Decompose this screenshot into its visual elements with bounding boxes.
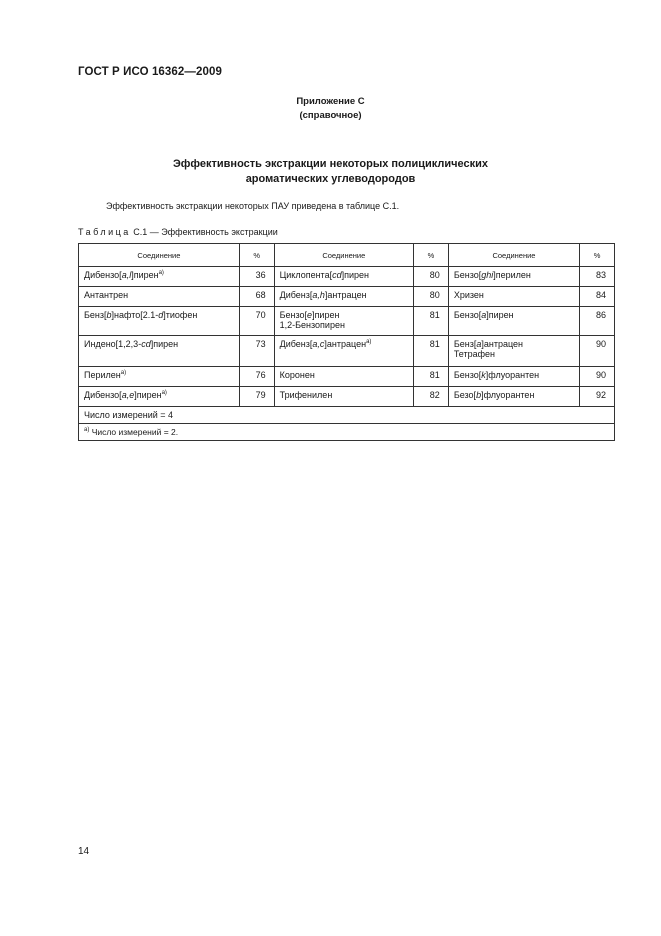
intro-paragraph: Эффективность экстракции некоторых ПАУ приведена в таблице С.1. bbox=[106, 201, 400, 211]
compound-cell bbox=[79, 336, 240, 367]
compound-name-part: ]пирен bbox=[312, 310, 340, 320]
efficiency-percent: 80 bbox=[413, 267, 448, 287]
compound-name-italic: a bbox=[481, 310, 487, 320]
column-header: Соединение bbox=[79, 244, 240, 267]
efficiency-percent: 82 bbox=[413, 387, 448, 407]
compound-cell bbox=[448, 336, 579, 367]
compound-name-part: Коронен bbox=[279, 370, 315, 380]
table-footnote bbox=[79, 424, 615, 441]
compound-cell bbox=[79, 267, 240, 287]
compound-name-part: ]антрацен bbox=[324, 290, 367, 300]
compound-name-part: Трифенилен bbox=[279, 390, 333, 400]
column-header: % bbox=[239, 244, 274, 267]
section-heading-line-2: ароматических углеводородов bbox=[245, 173, 416, 185]
page-number: 14 bbox=[78, 846, 90, 857]
compound-cell bbox=[448, 367, 579, 387]
compound-name-part: Безо[ bbox=[453, 390, 477, 400]
compound-name-part: ]антрацен bbox=[481, 339, 523, 349]
footnote-marker: а) bbox=[366, 339, 372, 345]
compound-name-italic: a,e bbox=[121, 390, 135, 400]
compound-name-part: Дибенз[ bbox=[279, 339, 313, 349]
compound-name-part: Бенз[ bbox=[84, 310, 107, 320]
table-caption-prefix: Таблица bbox=[78, 227, 131, 237]
document-id: ГОСТ Р ИСО 16362—2009 bbox=[78, 66, 223, 78]
compound-name-italic: a,h bbox=[312, 290, 325, 300]
compound-cell bbox=[274, 287, 413, 307]
compound-name-part: ]флуорантен bbox=[481, 390, 535, 400]
compound-name-part: Дибензо[ bbox=[84, 390, 122, 400]
compound-name-part: Бензо[ bbox=[279, 310, 308, 320]
appendix-subtitle: (справочное) bbox=[299, 110, 362, 121]
efficiency-percent: 79 bbox=[239, 387, 274, 407]
table-caption bbox=[78, 227, 278, 237]
compound-cell bbox=[274, 336, 413, 367]
efficiency-percent: 90 bbox=[580, 336, 615, 367]
table-row bbox=[79, 267, 615, 287]
efficiency-percent: 84 bbox=[580, 287, 615, 307]
compound-name-part: Индено[1,2,3- bbox=[84, 339, 142, 349]
efficiency-percent: 83 bbox=[580, 267, 615, 287]
compound-name-italic: e bbox=[307, 310, 313, 320]
footnote-marker: а) bbox=[161, 390, 167, 396]
compound-name-part: Антантрен bbox=[84, 290, 129, 300]
compound-name-italic: b bbox=[476, 390, 482, 400]
compound-name-part: ]пирен bbox=[486, 310, 514, 320]
compound-cell bbox=[448, 267, 579, 287]
compound-name-part: ]пирен bbox=[341, 270, 369, 280]
column-header: Соединение bbox=[448, 244, 579, 267]
compound-name-part: ]перилен bbox=[493, 270, 531, 280]
efficiency-percent: 68 bbox=[239, 287, 274, 307]
table-footnote-row bbox=[79, 424, 615, 441]
table-caption-text: С.1 — Эффективность экстракции bbox=[130, 227, 278, 237]
column-header: Соединение bbox=[274, 244, 413, 267]
compound-name-italic: d bbox=[158, 310, 164, 320]
appendix-heading bbox=[0, 95, 661, 123]
compound-name-italic: k bbox=[481, 370, 486, 380]
compound-cell bbox=[274, 307, 413, 336]
compound-cell bbox=[448, 387, 579, 407]
compound-name-italic: cd bbox=[332, 270, 342, 280]
compound-name-part: Перилен bbox=[84, 370, 121, 380]
efficiency-percent: 80 bbox=[413, 287, 448, 307]
compound-cell bbox=[79, 367, 240, 387]
compound-cell bbox=[274, 267, 413, 287]
footnote-mark: а) bbox=[84, 427, 90, 433]
efficiency-percent: 81 bbox=[413, 367, 448, 387]
footnote-marker: а) bbox=[120, 370, 127, 376]
section-heading-line-1: Эффективность экстракции некоторых полициклических bbox=[172, 158, 489, 170]
table-note: Число измерений = 4 bbox=[79, 407, 615, 424]
footnote-marker: а) bbox=[158, 270, 164, 276]
compound-cell bbox=[79, 387, 240, 407]
compound-name-part: ]антрацен bbox=[324, 339, 367, 349]
compound-name-part: ]флуорантен bbox=[485, 370, 540, 380]
compound-cell bbox=[448, 287, 579, 307]
compound-name-part: ]пирен bbox=[150, 339, 179, 349]
column-header: % bbox=[580, 244, 615, 267]
compound-name-part: Бензо[ bbox=[453, 270, 482, 280]
compound-cell bbox=[79, 287, 240, 307]
compound-name-part: Бензо[ bbox=[453, 310, 482, 320]
table-row bbox=[79, 367, 615, 387]
compound-name-part: ]пирен bbox=[131, 270, 159, 280]
compound-name-part: Бензо[ bbox=[453, 370, 482, 380]
compound-name-part: Дибенз[ bbox=[279, 290, 313, 300]
compound-name-part: Циклопента[ bbox=[279, 270, 333, 280]
compound-name-part: Хризен bbox=[453, 290, 484, 300]
extraction-table bbox=[78, 243, 615, 441]
compound-name-italic: a,c bbox=[312, 339, 325, 349]
efficiency-percent: 70 bbox=[239, 307, 274, 336]
appendix-title: Приложение С bbox=[296, 96, 365, 107]
efficiency-percent: 36 bbox=[239, 267, 274, 287]
efficiency-percent: 90 bbox=[580, 367, 615, 387]
compound-name-part: ]нафто[2.1- bbox=[111, 310, 159, 320]
table-note-row bbox=[79, 407, 615, 424]
table-row bbox=[79, 336, 615, 367]
footnote-text: Число измерений = 2. bbox=[89, 427, 179, 437]
compound-name-part: Бенз[ bbox=[453, 339, 477, 349]
efficiency-percent: 81 bbox=[413, 336, 448, 367]
compound-name-italic: a bbox=[476, 339, 482, 349]
efficiency-percent: 73 bbox=[239, 336, 274, 367]
efficiency-percent: 92 bbox=[580, 387, 615, 407]
efficiency-percent: 76 bbox=[239, 367, 274, 387]
efficiency-percent: 86 bbox=[580, 307, 615, 336]
compound-name-part: Дибензо[ bbox=[84, 270, 122, 280]
table-row bbox=[79, 287, 615, 307]
compound-name-italic: cd bbox=[141, 339, 151, 349]
compound-name-italic: a,l bbox=[121, 270, 132, 280]
compound-name-part: ]тиофен bbox=[163, 310, 198, 320]
compound-name-italic: ghi bbox=[481, 270, 494, 280]
column-header: % bbox=[413, 244, 448, 267]
compound-synonym: Тетрафен bbox=[453, 349, 496, 359]
compound-cell bbox=[448, 307, 579, 336]
compound-cell bbox=[274, 387, 413, 407]
compound-cell bbox=[274, 367, 413, 387]
table-row bbox=[79, 387, 615, 407]
compound-cell bbox=[79, 307, 240, 336]
section-heading bbox=[0, 157, 661, 187]
compound-name-part: ]пирен bbox=[134, 390, 162, 400]
compound-name-italic: b bbox=[106, 310, 112, 320]
compound-synonym: 1,2-Бензопирен bbox=[279, 320, 345, 330]
table-row bbox=[79, 307, 615, 336]
table-header-row bbox=[79, 244, 615, 267]
efficiency-percent: 81 bbox=[413, 307, 448, 336]
